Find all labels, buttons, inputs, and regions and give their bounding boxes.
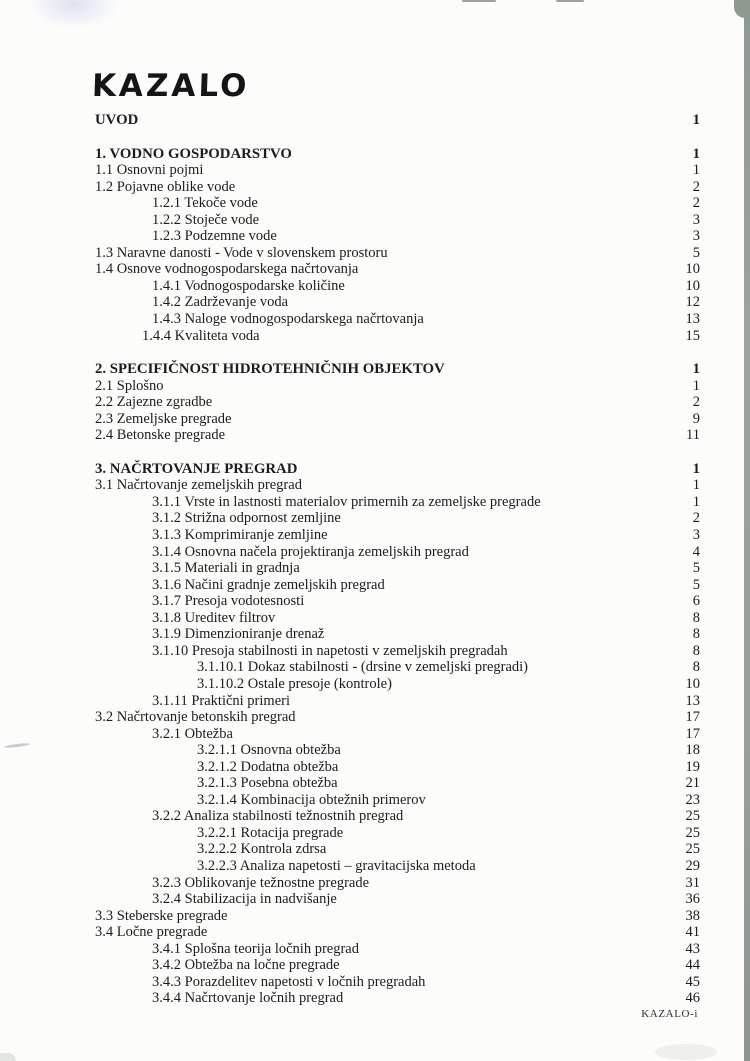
toc-row bbox=[95, 328, 700, 345]
toc-entry-label: 3.2.1 Obtežba bbox=[152, 725, 233, 742]
toc-entry-label: 3.1.8 Ureditev filtrov bbox=[152, 609, 276, 626]
toc-entry-label: 1.2.3 Podzemne vode bbox=[152, 228, 277, 245]
scan-bottom-blot bbox=[655, 1044, 717, 1060]
toc-entry-label: 1.4.4 Kvaliteta voda bbox=[142, 327, 260, 344]
toc-entry-label: 3.2.2 Analiza stabilnosti težnostnih pregrad bbox=[152, 808, 404, 825]
toc-row bbox=[95, 427, 700, 444]
toc-entry-label: 1.3 Naravne danosti - Vode v slovenskem prostoru bbox=[95, 244, 388, 261]
toc-row bbox=[95, 394, 700, 411]
toc-entry-label: 3.1.10.2 Ostale presoje (kontrole) bbox=[197, 675, 392, 692]
toc-entry-page-number: 8 bbox=[692, 659, 700, 676]
toc-entry-page-number: 1 bbox=[692, 361, 700, 378]
toc-entry-label: 3.2.1.4 Kombinacija obtežnih primerov bbox=[197, 791, 426, 808]
toc-entry-label: 3.1 Načrtovanje zemeljskih pregrad bbox=[95, 477, 302, 494]
toc-row bbox=[95, 891, 700, 908]
toc-entry-page-number: 10 bbox=[685, 261, 700, 278]
toc-entry-page-number: 2 bbox=[692, 510, 700, 527]
toc-entry-page-number: 5 bbox=[692, 560, 700, 577]
toc-row bbox=[95, 378, 700, 395]
scan-left-dash bbox=[4, 742, 30, 748]
toc-entry-label: 2. SPECIFIČNOST HIDROTEHNIČNIH OBJEKTOV bbox=[95, 361, 445, 378]
toc-entry-label: 2.1 Splošno bbox=[95, 377, 164, 394]
toc-entry-label: 3.1.9 Dimenzioniranje drenaž bbox=[152, 626, 325, 643]
toc-entry-label: 1.1 Osnovni pojmi bbox=[95, 162, 204, 179]
toc-row bbox=[95, 294, 700, 311]
toc-row bbox=[95, 908, 700, 925]
toc-entry-page-number: 10 bbox=[685, 277, 700, 294]
toc-entry-label: 3.1.3 Komprimiranje zemljine bbox=[152, 527, 328, 544]
toc-entry-label: 3.2.1.1 Osnovna obtežba bbox=[197, 742, 341, 759]
toc-row bbox=[95, 510, 700, 527]
toc-entry-label: 3.2 Načrtovanje betonskih pregrad bbox=[95, 709, 296, 726]
toc-entry-page-number: 2 bbox=[692, 394, 700, 411]
toc-entry-label: 1.4 Osnove vodnogospodarskega načrtovanja bbox=[95, 261, 359, 278]
toc-row bbox=[95, 212, 700, 229]
toc-row bbox=[95, 990, 700, 1007]
toc-entry-label: 3.1.10 Presoja stabilnosti in napetosti v zemeljskih pregradah bbox=[152, 642, 508, 659]
toc-entry-label: UVOD bbox=[95, 112, 139, 128]
toc-entry-page-number: 17 bbox=[685, 725, 700, 742]
toc-row bbox=[95, 261, 700, 278]
toc-entry-page-number: 1 bbox=[692, 493, 700, 510]
toc-row bbox=[95, 411, 700, 428]
toc-row bbox=[95, 808, 700, 825]
toc-entry-label: 3.4.1 Splošna teorija ločnih pregrad bbox=[152, 940, 359, 957]
toc-entry-page-number: 13 bbox=[685, 692, 700, 709]
toc-entry-label: 3.4 Ločne pregrade bbox=[95, 924, 208, 941]
toc-entry-page-number: 11 bbox=[686, 427, 700, 444]
toc-row bbox=[95, 825, 700, 842]
page-footer: KAZALO-i bbox=[641, 1008, 698, 1020]
toc-row bbox=[95, 195, 700, 212]
toc-row bbox=[95, 742, 700, 759]
toc-entry-label: 3.1.4 Osnovna načela projektiranja zemeljskih pregrad bbox=[152, 543, 469, 560]
toc-entry-label: 3.2.1.2 Dodatna obtežba bbox=[197, 758, 339, 775]
toc-row bbox=[95, 361, 700, 378]
toc-entry-page-number: 3 bbox=[692, 527, 700, 544]
scan-top-left-smudge bbox=[30, 0, 118, 28]
toc-entry-label: 2.4 Betonske pregrade bbox=[95, 427, 226, 444]
toc-row bbox=[95, 693, 700, 710]
toc-entry-page-number: 3 bbox=[692, 228, 700, 245]
toc-row bbox=[95, 112, 700, 129]
toc-row bbox=[95, 957, 700, 974]
toc-entry-page-number: 1 bbox=[692, 162, 700, 179]
toc-entry-label: 1.4.1 Vodnogospodarske količine bbox=[152, 277, 345, 294]
toc-entry-page-number: 25 bbox=[685, 808, 700, 825]
toc-entry-label: 3.3 Steberske pregrade bbox=[95, 907, 228, 924]
toc-entry-label: 3.2.2.1 Rotacija pregrade bbox=[197, 824, 344, 841]
toc-entry-page-number: 13 bbox=[685, 311, 700, 328]
toc-entry-page-number: 17 bbox=[685, 709, 700, 726]
toc-entry-page-number: 15 bbox=[685, 327, 700, 344]
toc-entry-page-number: 9 bbox=[692, 410, 700, 427]
toc-entry-label: 3.4.2 Obtežba na ločne pregrade bbox=[152, 957, 340, 974]
toc-entry-page-number: 12 bbox=[685, 294, 700, 311]
toc-entry-page-number: 44 bbox=[685, 957, 700, 974]
scan-top-right-corner bbox=[734, 0, 747, 18]
toc-entry-page-number: 1 bbox=[692, 145, 700, 162]
toc-entry-label: 2.3 Zemeljske pregrade bbox=[95, 410, 232, 427]
toc-row bbox=[95, 477, 700, 494]
toc-entry-label: 3.1.2 Strižna odpornost zemljine bbox=[152, 510, 341, 527]
toc-row bbox=[95, 593, 700, 610]
toc-row bbox=[95, 146, 700, 163]
toc-entry-page-number: 10 bbox=[685, 675, 700, 692]
toc-entry-label: 3.4.3 Porazdelitev napetosti v ločnih pregradah bbox=[152, 973, 426, 990]
toc-row bbox=[95, 311, 700, 328]
toc-row bbox=[95, 179, 700, 196]
toc-row bbox=[95, 544, 700, 561]
toc-entry-label: 1.4.3 Naloge vodnogospodarskega načrtovanja bbox=[152, 311, 424, 328]
toc-entry-page-number: 5 bbox=[692, 244, 700, 261]
toc-row bbox=[95, 626, 700, 643]
toc-entry-label: 3.2.3 Oblikovanje težnostne pregrade bbox=[152, 874, 370, 891]
toc-row bbox=[95, 676, 700, 693]
toc-entry-label: 3.2.4 Stabilizacija in nadvišanje bbox=[152, 891, 337, 908]
toc-entry-page-number: 8 bbox=[692, 626, 700, 643]
toc-entry-page-number: 1 bbox=[692, 477, 700, 494]
toc-entry-label: 3.1.11 Praktični primeri bbox=[152, 692, 290, 709]
toc-entry-label: 1. VODNO GOSPODARSTVO bbox=[95, 145, 292, 162]
toc-entry-page-number: 43 bbox=[685, 940, 700, 957]
toc-entry-label: 3.2.1.3 Posebna obtežba bbox=[197, 775, 338, 792]
toc-entry-page-number: 23 bbox=[685, 791, 700, 808]
toc-row bbox=[95, 228, 700, 245]
toc-entry-label: 3.1.7 Presoja vodotesnosti bbox=[152, 593, 305, 610]
toc-entry-page-number: 1 bbox=[692, 460, 700, 477]
toc-entry-page-number: 2 bbox=[692, 178, 700, 195]
toc-entry-page-number: 8 bbox=[692, 642, 700, 659]
toc-entry-label: 3.1.5 Materiali in gradnja bbox=[152, 560, 300, 577]
toc-row bbox=[95, 792, 700, 809]
toc-entry-label: 3. NAČRTOVANJE PREGRAD bbox=[95, 460, 298, 477]
toc-entry-page-number: 21 bbox=[685, 775, 700, 792]
toc-entry-page-number: 38 bbox=[685, 907, 700, 924]
toc-entry-page-number: 8 bbox=[692, 609, 700, 626]
toc-row bbox=[95, 494, 700, 511]
toc-entry-label: 1.2 Pojavne oblike vode bbox=[95, 178, 236, 195]
scan-right-edge bbox=[744, 0, 750, 1061]
scan-bottom-left-corner bbox=[0, 1053, 16, 1061]
toc-entry-page-number: 5 bbox=[692, 576, 700, 593]
toc-row bbox=[95, 643, 700, 660]
toc-entry-label: 2.2 Zajezne zgradbe bbox=[95, 394, 213, 411]
toc-entry-label: 3.1.6 Načini gradnje zemeljskih pregrad bbox=[152, 576, 385, 593]
toc-entry-page-number: 25 bbox=[685, 841, 700, 858]
toc-entry-label: 1.4.2 Zadrževanje voda bbox=[152, 294, 289, 311]
toc-row bbox=[95, 659, 700, 676]
toc-row bbox=[95, 527, 700, 544]
toc-entry-label: 1.2.2 Stoječe vode bbox=[152, 211, 260, 228]
page-title: KAZALO bbox=[91, 68, 251, 104]
toc-entry-label: 3.1.10.1 Dokaz stabilnosti - (drsine v zemeljski pregradi) bbox=[197, 659, 529, 676]
toc-entry-page-number: 25 bbox=[685, 824, 700, 841]
toc-entry-page-number: 31 bbox=[685, 874, 700, 891]
scan-top-tick bbox=[462, 0, 496, 2]
toc-entry-page-number: 36 bbox=[685, 891, 700, 908]
toc-row bbox=[95, 461, 700, 478]
toc-entry-label: 3.2.2.3 Analiza napetosti – gravitacijska metoda bbox=[197, 857, 476, 874]
toc-entry-page-number: 46 bbox=[685, 990, 700, 1007]
toc-entry-page-number: 2 bbox=[692, 195, 700, 212]
toc-row bbox=[95, 775, 700, 792]
toc-entry-page-number: 18 bbox=[685, 742, 700, 759]
toc-entry-label: 3.4.4 Načrtovanje ločnih pregrad bbox=[152, 990, 344, 1007]
toc-row bbox=[95, 941, 700, 958]
toc-row bbox=[95, 974, 700, 991]
toc-row bbox=[95, 709, 700, 726]
toc-row bbox=[95, 924, 700, 941]
toc-entry-page-number: 19 bbox=[685, 758, 700, 775]
toc-row bbox=[95, 278, 700, 295]
toc-row bbox=[95, 841, 700, 858]
toc-row bbox=[95, 610, 700, 627]
table-of-contents bbox=[95, 112, 700, 1007]
toc-entry-page-number: 41 bbox=[685, 924, 700, 941]
toc-row bbox=[95, 245, 700, 262]
toc-row bbox=[95, 726, 700, 743]
toc-row bbox=[95, 560, 700, 577]
toc-row bbox=[95, 858, 700, 875]
scan-top-tick bbox=[556, 0, 584, 2]
toc-entry-page-number: 45 bbox=[685, 973, 700, 990]
toc-entry-page-number: 4 bbox=[692, 543, 700, 560]
toc-entry-label: 3.2.2.2 Kontrola zdrsa bbox=[197, 841, 327, 858]
toc-entry-label: 3.1.1 Vrste in lastnosti materialov primernih za zemeljske pregrade bbox=[152, 493, 541, 510]
toc-row bbox=[95, 577, 700, 594]
toc-entry-label: 1.2.1 Tekoče vode bbox=[152, 195, 258, 212]
toc-entry-page-number: 3 bbox=[692, 211, 700, 228]
toc-row bbox=[95, 875, 700, 892]
toc-entry-page-number: 29 bbox=[685, 857, 700, 874]
toc-row bbox=[95, 759, 700, 776]
toc-row bbox=[95, 162, 700, 179]
toc-entry-page-number: 6 bbox=[692, 593, 700, 610]
toc-entry-page-number: 1 bbox=[692, 377, 700, 394]
toc-entry-page-number: 1 bbox=[692, 112, 700, 128]
